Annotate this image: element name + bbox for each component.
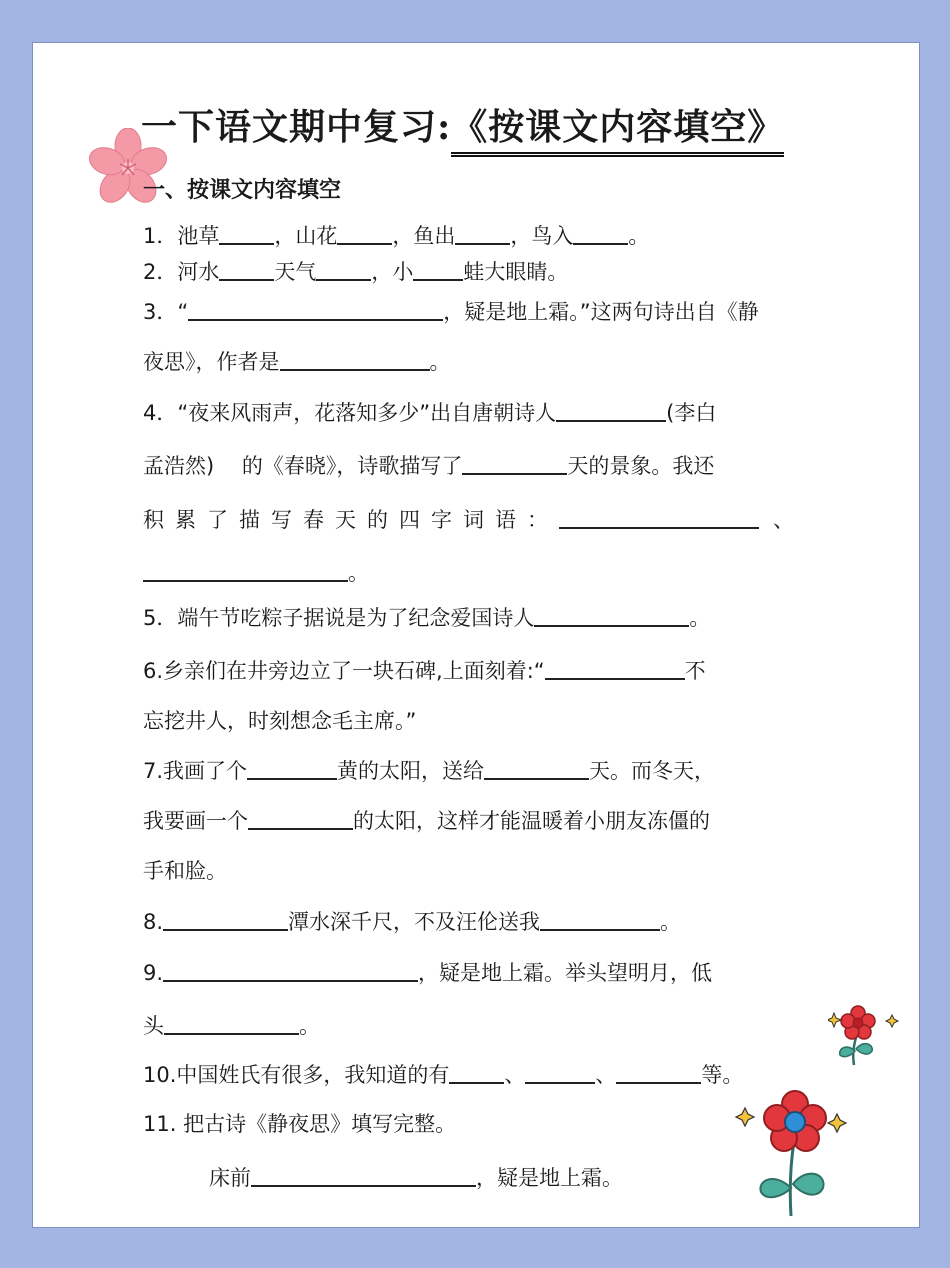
question-7-line-1	[143, 756, 715, 786]
question-4-line-2	[143, 451, 714, 481]
answer-blank[interactable]	[413, 257, 463, 281]
text: 天的景象。我还	[567, 454, 715, 478]
text: 不	[684, 659, 706, 683]
text: 。	[348, 561, 369, 585]
text: 。	[689, 606, 711, 630]
answer-blank[interactable]	[559, 505, 759, 529]
answer-blank[interactable]	[462, 451, 567, 475]
text: 。	[429, 350, 451, 374]
text: ，疑是地上霜。举头望明月，低	[418, 961, 713, 985]
answer-blank[interactable]	[556, 398, 666, 422]
text: 。	[299, 1014, 320, 1038]
answer-blank[interactable]	[251, 1163, 476, 1187]
text: 4．“夜来风雨声，花落知多少”出自唐朝诗人	[143, 401, 557, 425]
text: 1．池草	[143, 224, 220, 248]
text: 蛙大眼睛。	[463, 260, 569, 284]
text: 潭水深千尺，不及汪伦送我	[288, 910, 541, 934]
text: 3．“	[143, 300, 189, 324]
text: 夜思》，作者是	[143, 350, 280, 374]
question-10	[143, 1060, 743, 1090]
text: 。	[660, 910, 682, 934]
text: 7.我画了个	[143, 759, 248, 783]
answer-blank[interactable]	[219, 257, 274, 281]
section-heading: 一、按课文内容填空	[143, 178, 342, 203]
answer-blank[interactable]	[455, 221, 510, 245]
text: 手和脸。	[143, 859, 227, 883]
text: 我要画一个	[143, 809, 248, 833]
question-4-line-4	[143, 558, 369, 588]
question-4-line-3	[143, 505, 794, 535]
answer-blank[interactable]	[316, 257, 371, 281]
question-6-line-2	[143, 706, 416, 736]
text: 6.乡亲们在井旁边立了一块石碑,上面刻着:“	[143, 659, 545, 683]
text: 头	[143, 1014, 164, 1038]
question-2	[143, 257, 568, 287]
text: 2．河水	[143, 260, 220, 284]
text: 积累了描写春天的四字词语：	[143, 508, 559, 532]
text: ，小	[371, 260, 414, 284]
text: ，疑是地上霜。	[476, 1166, 623, 1190]
question-7-line-3	[143, 856, 227, 886]
text: ，山花	[274, 224, 338, 248]
answer-blank[interactable]	[337, 221, 392, 245]
question-5	[143, 603, 710, 633]
question-3-line-1	[143, 297, 759, 327]
text: 5．端午节吃粽子据说是为了纪念爱国诗人	[143, 606, 535, 630]
text: 10.中国姓氏有很多，我知道的有	[143, 1063, 450, 1087]
answer-blank[interactable]	[525, 1060, 595, 1084]
question-9-line-2	[143, 1011, 320, 1041]
question-9-line-1	[143, 958, 712, 988]
question-7-line-2	[143, 806, 710, 836]
text: ，鱼出	[392, 224, 456, 248]
question-1	[143, 221, 649, 251]
answer-blank[interactable]	[248, 806, 353, 830]
text: 9.	[143, 961, 164, 985]
answer-blank[interactable]	[143, 558, 348, 582]
text: 、	[773, 508, 794, 532]
text: 、	[504, 1063, 526, 1087]
question-11	[143, 1109, 456, 1139]
text: 8.	[143, 910, 164, 934]
question-3-line-2	[143, 347, 451, 377]
title-main: 一下语文期中复习:	[141, 106, 452, 148]
answer-blank[interactable]	[573, 221, 628, 245]
text: ，疑是地上霜。”这两句诗出自《静	[443, 300, 759, 324]
answer-blank[interactable]	[163, 958, 418, 982]
text: 天。而冬天，	[589, 759, 716, 783]
answer-blank[interactable]	[449, 1060, 504, 1084]
text: 、	[595, 1063, 617, 1087]
answer-blank[interactable]	[534, 603, 689, 627]
answer-blank[interactable]	[616, 1060, 701, 1084]
text: 孟浩然) 的《春晓》，诗歌描写了	[143, 454, 463, 478]
text: 的太阳，这样才能温暖着小朋友冻僵的	[353, 809, 710, 833]
text: 床前	[209, 1166, 251, 1190]
answer-blank[interactable]	[219, 221, 274, 245]
question-4-line-1	[143, 398, 716, 428]
text: 11. 把古诗《静夜思》填写完整。	[143, 1112, 457, 1136]
question-6-line-1	[143, 656, 706, 686]
answer-blank[interactable]	[163, 907, 288, 931]
question-11-poem-line	[209, 1163, 623, 1193]
large-flower-icon	[733, 1088, 853, 1223]
answer-blank[interactable]	[164, 1011, 299, 1035]
title-subtitle: 《按课文内容填空》	[451, 99, 784, 157]
text: 天气	[274, 260, 317, 284]
text: 等。	[701, 1063, 744, 1087]
text: ，鸟入	[510, 224, 574, 248]
page-title	[141, 99, 881, 157]
question-8	[143, 907, 681, 937]
text: 忘挖井人，时刻想念毛主席。”	[143, 709, 417, 733]
answer-blank[interactable]	[247, 756, 337, 780]
answer-blank[interactable]	[545, 656, 685, 680]
text: 。	[628, 224, 650, 248]
text: 黄的太阳，送给	[337, 759, 485, 783]
small-flower-icon	[828, 1003, 908, 1073]
text: (李白	[666, 401, 717, 425]
worksheet-paper	[32, 42, 920, 1228]
answer-blank[interactable]	[188, 297, 443, 321]
answer-blank[interactable]	[484, 756, 589, 780]
answer-blank[interactable]	[540, 907, 660, 931]
answer-blank[interactable]	[280, 347, 430, 371]
